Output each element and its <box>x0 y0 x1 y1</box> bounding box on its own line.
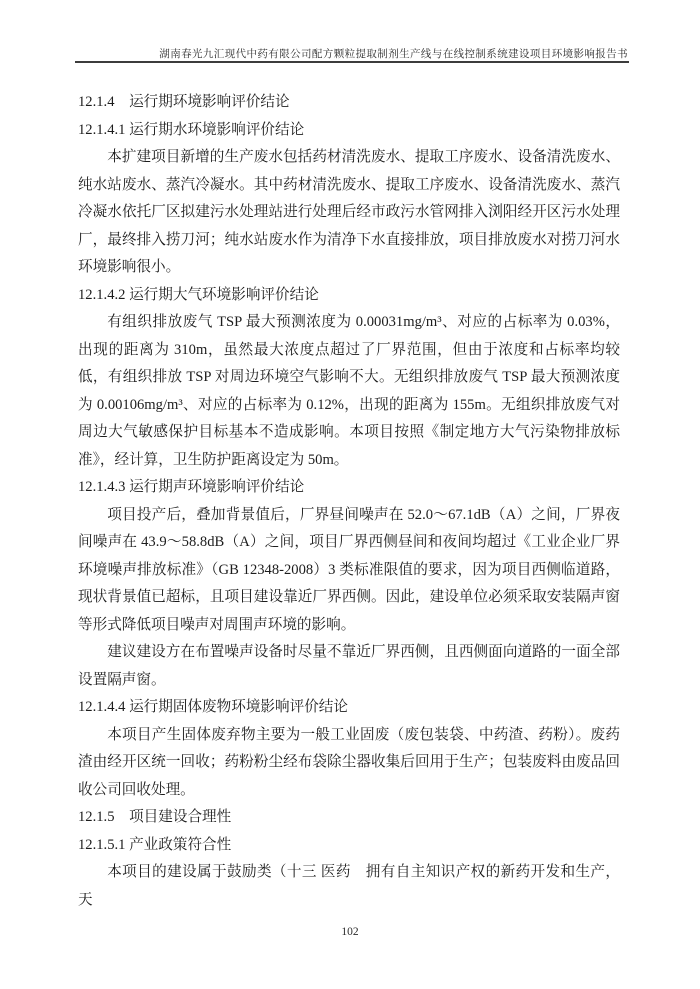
heading-12-1-4-1: 12.1.4.1 运行期水环境影响评价结论 <box>78 121 305 138</box>
page-header <box>75 46 628 61</box>
heading-12-1-4: 12.1.4 运行期环境影响评价结论 <box>78 94 290 110</box>
para-industrial-policy: 本项目的建设属于鼓励类（十三 医药 拥有自主知识产权的新药开发和生产，天 <box>78 864 620 908</box>
para-noise-suggestion: 建议建设方在布置噪声设备时尽量不靠近厂界西侧，且西侧面向道路的一面全部设置隔声窗。 <box>78 644 620 688</box>
document-body <box>78 89 620 914</box>
page-footer <box>0 926 700 938</box>
para-water-conclusion: 本扩建项目新增的生产废水包括药材清洗废水、提取工序废水、设备清洗废水、纯水站废水、蒸汽冷凝水。其中药材清洗废水、提取工序废水、设备清洗废水、蒸汽冷凝水依托厂区拟建污水处理站进行处理后经市政污水管网排入浏阳经开区污水处理厂，最终排入捞刀河；纯水站废水作为清净下水直接排放，项目排放废水对捞刀河水环境影响很小。 <box>78 149 620 275</box>
heading-12-1-4-3: 12.1.4.3 运行期声环境影响评价结论 <box>78 479 305 495</box>
heading-12-1-4-4: 12.1.4.4 运行期固体废物环境影响评价结论 <box>78 699 348 715</box>
heading-12-1-5-1: 12.1.5.1 产业政策符合性 <box>78 836 232 853</box>
header-rule <box>75 61 629 63</box>
para-noise-conclusion: 项目投产后，叠加背景值后，厂界昼间噪声在 52.0～67.1dB（A）之间，厂界夜间噪声在 43.9～58.8dB（A）之间，项目厂界西侧昼间和夜间均超过《工业企业厂界环境噪声排放标准》（GB 12348-2008）3 类标准限值的要求，因为项目西侧临道路，现状背景值已超标，且项目建设靠近厂界西侧。因此，建设单位必须采取安装隔声窗等形式降低项目噪声对周围声环境的影响。 <box>78 506 620 633</box>
heading-12-1-4-2: 12.1.4.2 运行期大气环境影响评价结论 <box>78 286 319 303</box>
heading-12-1-5: 12.1.5 项目建设合理性 <box>78 809 232 825</box>
header-title: 湖南春光九汇现代中药有限公司配方颗粒提取制剂生产线与在线控制系统建设项目环境影响报告书 <box>159 49 628 60</box>
para-air-conclusion: 有组织排放废气 TSP 最大预测浓度为 0.00031mg/m³、对应的占标率为 0.03%，出现的距离为 310m，虽然最大浓度点超过了厂界范围，但由于浓度和占标率均较低，有组织排放 TSP 对周边环境空气影响不大。无组织排放废气 TSP 最大预测浓度为 0.00106mg/m³、对应的占标率为 0.12%，出现的距离为 155m。无组织排放废气对周边大气敏感保护目标基本不造成影响。本项目按照《制定地方大气污染物排放标准》，经计算，卫生防护距离设定为 50m。 <box>78 314 620 468</box>
page-number: 102 <box>341 926 359 938</box>
para-solid-waste-conclusion: 本项目产生固体废弃物主要为一般工业固废（废包装袋、中药渣、药粉）。废药渣由经开区统一回收；药粉粉尘经布袋除尘器收集后回用于生产；包装废料由废品回收公司回收处理。 <box>78 726 620 798</box>
